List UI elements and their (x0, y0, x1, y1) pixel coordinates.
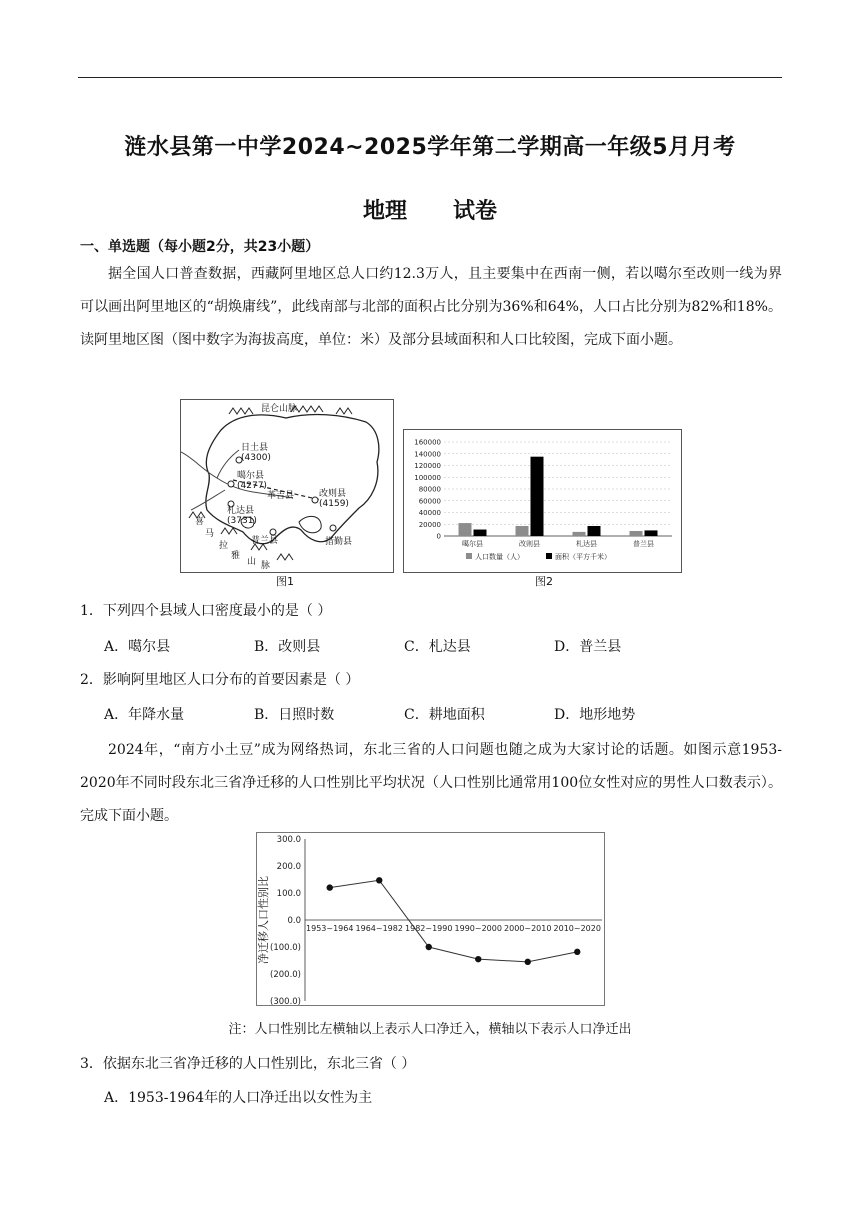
y-tick-label: 0.0 (287, 916, 301, 926)
data-point (426, 944, 432, 950)
section-heading: 一、单选题（每小题2分，共23小题） (80, 239, 320, 255)
y-tick-label: 200.0 (276, 862, 301, 872)
q2-option-c[interactable]: C．耕地面积 (404, 707, 485, 723)
ritu-alt: (4300) (241, 453, 271, 463)
y-tick-label: 20000 (418, 520, 441, 529)
y-tick-label: 160000 (414, 438, 441, 447)
question-2-stem: 2．影响阿里地区人口分布的首要因素是（ ） (80, 672, 360, 688)
ali-map-figure (180, 399, 394, 573)
y-tick-label: 0 (436, 532, 441, 541)
x-tick-label: 1982~1990 (405, 924, 453, 933)
paper-label: 试卷 (452, 199, 497, 224)
himalaya-char: 马 (205, 529, 215, 539)
figure-1-caption: 图1 (276, 575, 294, 588)
gaize-label: 改则县 (319, 489, 347, 499)
x-tick-label: 噶尔县 (462, 540, 483, 548)
cuoqin-label: 措勤县 (325, 537, 353, 547)
y-tick-label: 100.0 (276, 889, 301, 899)
himalaya-char: 雅 (231, 551, 241, 561)
q2-option-d[interactable]: D．地形地势 (554, 707, 636, 723)
bar-area (645, 530, 658, 536)
bar-area (531, 457, 544, 536)
himalaya-char: 拉 (219, 541, 229, 551)
x-tick-label: 2000~2010 (504, 924, 552, 933)
data-point (525, 959, 531, 965)
gaize-point (312, 497, 318, 503)
x-tick-label: 1953~1964 (306, 924, 354, 933)
question-1-stem: 1．下列四个县域人口密度最小的是（ ） (80, 603, 332, 619)
q2-option-b[interactable]: B．日照时数 (254, 707, 335, 723)
exam-subtitle (0, 194, 860, 225)
bar-population (630, 531, 643, 536)
question-2-options (104, 704, 704, 724)
sex-ratio-line-chart (256, 832, 605, 1006)
x-tick-label: 普兰县 (633, 540, 654, 548)
himalaya-char: 喜 (195, 517, 205, 527)
y-tick-label: 120000 (414, 462, 441, 470)
kunlun-label: 昆仑山脉 (261, 404, 298, 414)
y-axis-label: 净迁移人口性别比 (257, 876, 270, 964)
cuoqin-point (330, 525, 336, 531)
q1-option-a[interactable]: A．噶尔县 (104, 639, 171, 655)
q1-option-b[interactable]: B．改则县 (254, 639, 321, 655)
county-bar-chart (403, 429, 682, 573)
gaer-alt: (4277) (237, 481, 267, 491)
question-3-stem: 3．依据东北三省净迁移的人口性别比，东北三省（ ） (80, 1056, 416, 1072)
zhada-label: 札达县 (227, 506, 255, 516)
line-chart-svg (257, 833, 604, 1005)
x-tick-label: 1990~2000 (454, 924, 502, 933)
y-tick-label: 300.0 (276, 835, 301, 845)
gaize-alt: (4159) (319, 499, 349, 509)
legend-swatch (546, 553, 552, 559)
pulan-label: 普兰县 (251, 536, 279, 546)
bar-population (516, 526, 529, 536)
y-tick-label: (200.0) (270, 970, 301, 980)
q2-option-a[interactable]: A．年降水量 (104, 707, 185, 723)
question-1-options (104, 636, 704, 656)
data-point (376, 877, 382, 883)
x-tick-label: 2010~2020 (553, 924, 601, 933)
subject-label: 地理 (363, 199, 408, 224)
bar-population (459, 523, 472, 536)
q1-option-c[interactable]: C．札达县 (404, 639, 471, 655)
exam-title: 涟水县第一中学2024~2025学年第二学期高一年级5月月考 (124, 135, 736, 160)
pulan-point (270, 529, 276, 535)
y-tick-label: 140000 (414, 450, 441, 459)
data-point (475, 956, 481, 962)
intro-paragraph-2: 2024年，“南方小土豆”成为网络热词，东北三省的人口问题也随之成为大家讨论的话题。如图示意1953-2020年不同时段东北三省净迁移的人口性别比平均状况（人口性别比通常用100位女性对应的男性人口数表示）。完成下面小题。 (80, 742, 782, 824)
x-tick-label: 1964~1982 (355, 924, 403, 933)
y-tick-label: 40000 (418, 509, 441, 517)
ali-map (181, 400, 393, 572)
y-tick-label: 80000 (418, 485, 441, 494)
y-tick-label: 100000 (414, 473, 441, 482)
series-line (330, 880, 578, 962)
legend-label: 面积（平方千米） (555, 553, 611, 561)
ritu-label: 日土县 (241, 443, 269, 453)
bar-area (588, 526, 601, 536)
himalaya-char: 脉 (261, 561, 271, 571)
intro-paragraph-1: 据全国人口普查数据，西藏阿里地区总人口约12.3万人，且主要集中在西南一侧，若以噶尔至改则一线为界可以画出阿里地区的“胡焕庸线”，此线南部与北部的面积占比分别为36%和64%，人口占比分别为82%和18%。读阿里地区图（图中数字为海拔高度，单位：米）及部分县域面积和人口比较图，完成下面小题。 (80, 266, 782, 348)
data-point (327, 884, 333, 890)
bar-area (474, 530, 487, 536)
geji-label: 革吉县 (267, 491, 295, 501)
q3-option-a[interactable]: A．1953-1964年的人口净迁出以女性为主 (104, 1090, 373, 1106)
legend-label: 人口数量（人） (475, 553, 524, 561)
y-tick-label: (300.0) (270, 997, 301, 1005)
x-tick-label: 札达县 (576, 540, 597, 548)
legend-swatch (466, 553, 472, 559)
zhada-alt: (3731) (227, 516, 257, 526)
x-tick-label: 改则县 (519, 540, 540, 548)
gaer-label: 噶尔县 (237, 471, 265, 481)
bar-population (573, 532, 586, 536)
bar-chart-svg (404, 430, 681, 572)
y-tick-label: 60000 (418, 497, 441, 506)
himalaya-char: 山 (247, 557, 257, 567)
header-rule (78, 77, 782, 78)
gaer-point (228, 481, 234, 487)
figure-2-caption: 图2 (535, 575, 553, 588)
y-tick-label: (100.0) (270, 943, 301, 953)
figure-note: 注：人口性别比左横轴以上表示人口净迁入，横轴以下表示人口净迁出 (228, 1022, 632, 1037)
data-point (574, 949, 580, 955)
q1-option-d[interactable]: D．普兰县 (554, 639, 622, 655)
